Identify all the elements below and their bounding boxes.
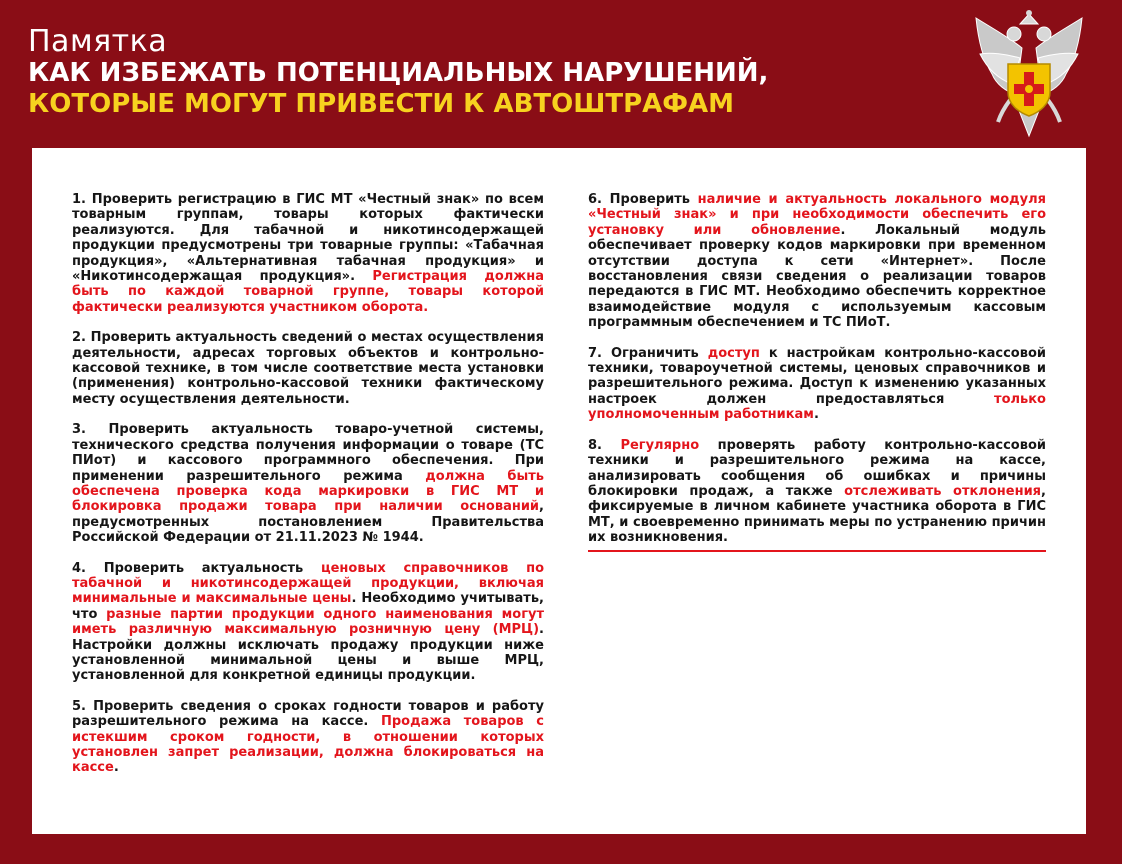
memo-item-4 [72, 561, 544, 684]
memo-item-3 [72, 422, 544, 545]
item-4-text: 4. Проверить актуальность [72, 560, 321, 576]
item-6-text-end: . Локальный модуль обеспечивает проверку кодов маркировки при временном отсутствии доступа к сети «Интернет». После восстановления связи сведения о реализации товаров передаются в ГИС МТ. Необходимо обеспечить корректное взаимодействие модуля с используемым кассовым программным обеспечением и ТС ПИоТ. [588, 222, 1046, 331]
column-left [72, 192, 544, 791]
item-7-text-mid: к настройкам контрольно-кассовой техники, товароучетной системы, ценовых справочников и разрешительного режима. Доступ к изменению указанных настроек должен предоставляться [588, 345, 1046, 407]
item-1-text: 1. Проверить регистрацию в ГИС МТ «Честный знак» по всем товарным группам, товары которых фактически реализуются. Для табачной и никотинсодержащей продукции предусмотрены три товарные группы: «Табачная продукция», «Альтернативная табачная продукция» и «Никотинсодержащая продукция». [72, 192, 544, 285]
item-3-highlight: должна быть обеспечена проверка кода маркировки в ГИС МТ и блокировка продажи товара при наличии оснований [72, 468, 544, 515]
memo-item-6 [588, 192, 1046, 331]
item-3-text: 3. Проверить актуальность товаро-учетной системы, технического средства получения информации о товаре (ТС ПИот) и кассового программного обеспечения. При применении разрешительного режима [72, 422, 544, 484]
item-4-text-end: . Настройки должны исключать продажу продукции ниже установленной минимальной цены и выше МРЦ, установленной для конкретной единицы продукции. [72, 622, 544, 684]
item-4-highlight-1: ценовых справочников по табачной и никотинсодержащей продукции, включая минимальные и максимальные цены [72, 560, 544, 607]
item-5-text-end: . [113, 760, 119, 776]
title-line-2: КОТОРЫЕ МОГУТ ПРИВЕСТИ К АВТОШТРАФАМ [28, 89, 735, 119]
page-title [28, 58, 768, 120]
item-7-highlight-2: только уполномоченным работникам [588, 391, 1046, 423]
item-8-text-mid: проверять работу контрольно-кассовой техники и разрешительного режима на кассе, анализировать сообщения об ошибках и причины блокировки продаж, а также [588, 437, 1047, 499]
memo-item-7 [588, 346, 1046, 423]
memo-panel [32, 148, 1086, 834]
item-3-text-end: , предусмотренных постановлением Правительства Российской Федерации от 21.11.2023 № 1944. [72, 499, 544, 546]
item-6-highlight: наличие и актуальность локального модуля «Честный знак» и при необходимости обеспечить его установку или обновление [588, 192, 1046, 238]
title-line-1: КАК ИЗБЕЖАТЬ ПОТЕНЦИАЛЬНЫХ НАРУШЕНИЙ, [28, 58, 769, 88]
item-8-highlight-2: отслеживать отклонения [844, 483, 1042, 499]
item-1-highlight: Регистрация должна быть по каждой товарной группе, товары которой фактически реализуются участником оборота. [72, 269, 544, 315]
item-8-text-end: , фиксируемые в личном кабинете участника оборота в ГИС МТ, и своевременно принимать меры по устранению причин их возникновения. [588, 483, 1046, 546]
rospotrebnadzor-emblem-icon [970, 8, 1088, 138]
item-7-text-end: . [813, 407, 819, 423]
item-4-text-mid: . Необходимо учитывать, что [72, 591, 544, 622]
memo-item-8 [588, 438, 1046, 546]
item-7-text: 7. Ограничить [588, 345, 708, 361]
memo-item-2 [72, 330, 544, 407]
item-7-highlight-1: доступ [707, 345, 760, 361]
item-5-highlight: Продажа товаров с истекшим сроком годности, в отношении которых установлен запрет реализации, должна блокироваться на кассе [72, 714, 544, 776]
column-right [588, 192, 1046, 552]
item-8-text: 8. [588, 437, 621, 453]
memo-item-1 [72, 192, 544, 315]
memo-subtitle: Памятка [28, 24, 168, 59]
item-5-text: 5. Проверить сведения о сроках годности товаров и работу разрешительного режима на кассе. [72, 698, 544, 730]
item-2-text: 2. Проверить актуальность сведений о местах осуществления деятельности, адресах торговых объектов и контрольно-кассовой технике, в том числе соответствие места установки (применения) контрольно-кассовой техники фактическому месту осуществления деятельности. [72, 330, 544, 407]
item-8-highlight-1: Регулярно [620, 437, 700, 453]
divider-line [588, 550, 1046, 552]
memo-item-5 [72, 699, 544, 776]
item-4-highlight-2: разные партии продукции одного наименования могут иметь различную максимальную розничную цену (МРЦ) [72, 606, 544, 638]
item-6-text: 6. Проверить [588, 192, 698, 207]
